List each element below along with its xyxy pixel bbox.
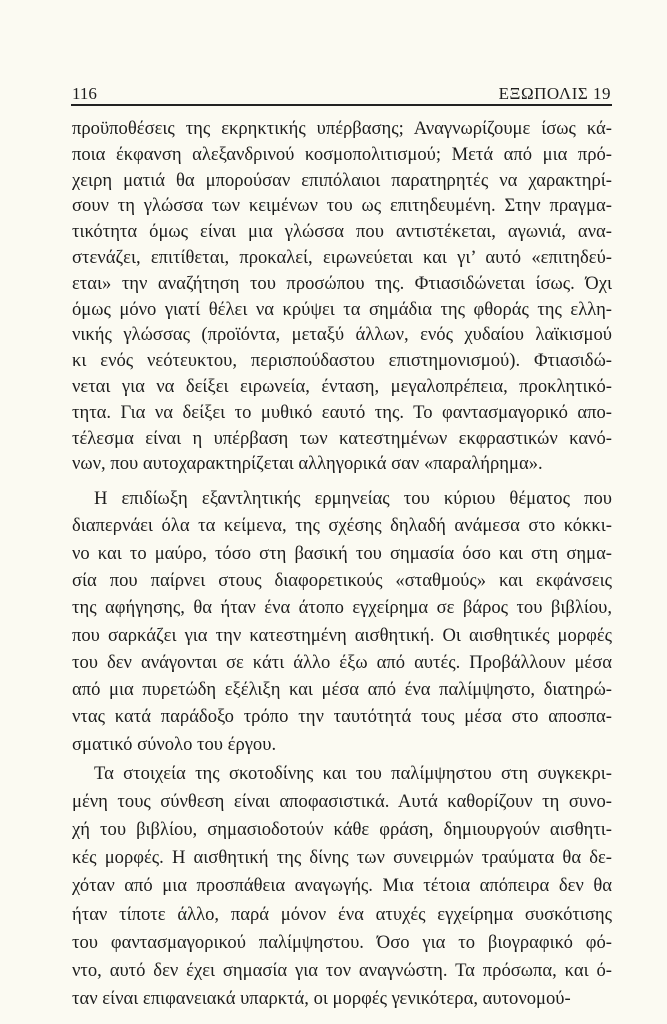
text-line-content: από μια πυρετώδη εξέλιξη και μέσα από ένα παλίμψηστο, διατηρώ- — [72, 679, 612, 701]
text-line-content: νων, που αυτοχαρακτηρίζεται αλληγορικά σαν «παραλήρημα». — [72, 453, 543, 475]
text-line-content: νικής γλώσσας (προϊόντα, μεταξύ άλλων, ενός χυδαίου λαϊκισμού — [72, 324, 612, 346]
text-line-content: προϋποθέσεις της εκρηκτικής υπέρβασης; Αναγνωρίζουμε ίσως κά- — [72, 118, 612, 139]
text-line-content: του φαντασμαγορικού παλίμψηστου. Όσο για το βιογραφικό φό- — [72, 931, 612, 953]
page-number: 116 — [72, 84, 97, 103]
text-line-content: τικότητα όμως είναι μια γλώσσα που αντιστέκεται, αγωνιά, ανα- — [72, 221, 612, 243]
text-line-content: χή του βιβλίου, σημασιοδοτούν κάθε φράση, δημιουργούν αισθητι- — [72, 819, 612, 841]
text-line-content: τέλεσμα είναι η υπέρβαση των κατεστημένων εκφραστικών κανό- — [72, 427, 612, 449]
text-line-content: στενάζει, επιτίθεται, προκαλεί, ειρωνεύεται και γι’ αυτό «επιτηδεύ- — [72, 247, 612, 268]
text-line-content: νεται για να δείξει ειρωνεία, ένταση, μεγαλοπρέπεια, προκλητικό- — [72, 376, 612, 397]
text-line-content: ποια έκφανση αλεξανδρινού κοσμοπολιτισμού; Μετά από μια πρό- — [72, 143, 612, 165]
text-line-content: της αφήγησης, θα ήταν ένα άτοπο εγχείρημα σε βάρος του βιβλίου, — [72, 597, 612, 619]
text-line-content: κι ενός νεότευκτου, περισπούδαστου επιστημονισμού). Φτιασιδώ- — [72, 350, 612, 372]
text-line-content: όμως μόνο γιατί θέλει να κρύψει τα σημάδια της φθοράς της ελλη- — [72, 298, 612, 320]
text-line-content: μένη τους σύνθεση είναι αποφασιστικά. Αυτά καθορίζουν τη συνο- — [72, 791, 612, 813]
header-rule — [71, 104, 612, 106]
text-line-content: ντο, αυτό δεν έχει σημασία για τον αναγνώστη. Τα πρόσωπα, και ό- — [72, 959, 612, 981]
text-line-content: νο και το μαύρο, τόσο στη βασική του σημασία όσο και στη σημα- — [72, 542, 612, 564]
text-line-content: εται» την αναζήτηση του προσώπου της. Φτιασιδώνεται ίσως. Όχι — [72, 272, 612, 294]
text-line-content: που σαρκάζει για την κατεστημένη αισθητική. Οι αισθητικές μορφές — [72, 624, 612, 646]
running-title: ΕΞΩΠΟΛΙΣ 19 — [498, 84, 611, 103]
text-line-content: χόταν από μια προσπάθεια αναγωγής. Μια τέτοια απόπειρα δεν θα — [72, 875, 612, 897]
text-line-content: Τα στοιχεία της σκοτοδίνης και του παλίμψηστου στη συγκεκρι- — [94, 763, 612, 784]
text-line-content: διαπερνάει όλα τα κείμενα, της σχέσης δηλαδή ανάμεσα στο κόκκι- — [72, 515, 612, 537]
text-line-content: ντας κατά παράδοξο τρόπο την ταυτότητά τους μέσα στο αποσπα- — [72, 706, 612, 728]
text-line-content: Η επιδίωξη εξαντλητικής ερμηνείας του κύριου θέματος που — [94, 488, 612, 509]
text-line-content: σία που παίρνει στους διαφορετικούς «σταθμούς» και εκφάνσεις — [72, 569, 612, 591]
text-line-content: ταν είναι επιφανειακά υπαρκτά, οι μορφές γενικότερα, αυτονομού- — [72, 987, 571, 1009]
text-line-content: του δεν ανάγονται σε κάτι άλλο έξω από αυτές. Προβάλλουν μέσα — [72, 651, 612, 673]
text-line-content: κές μορφές. Η αισθητική της δίνης των συνειρμών τραύματα θα δε- — [72, 847, 612, 869]
text-line-content: χειρη ματιά θα μπορούσαν επιπόλαιοι παρατηρητές να χαρακτηρί- — [72, 169, 612, 191]
text-line-content: σουν τη γλώσσα των κειμένων του ως επιτηδευμένη. Στην πραγμα- — [72, 195, 612, 217]
text-line-content: σματικό σύνολο του έργου. — [72, 733, 277, 755]
text-line-content: ήταν τίποτε άλλο, παρά μόνον ένα ατυχές εγχείρημα συσκότισης — [72, 903, 612, 925]
text-line-content: τητα. Για να δείξει το μυθικό εαυτό της. Το φαντασμαγορικό απο- — [72, 401, 612, 423]
